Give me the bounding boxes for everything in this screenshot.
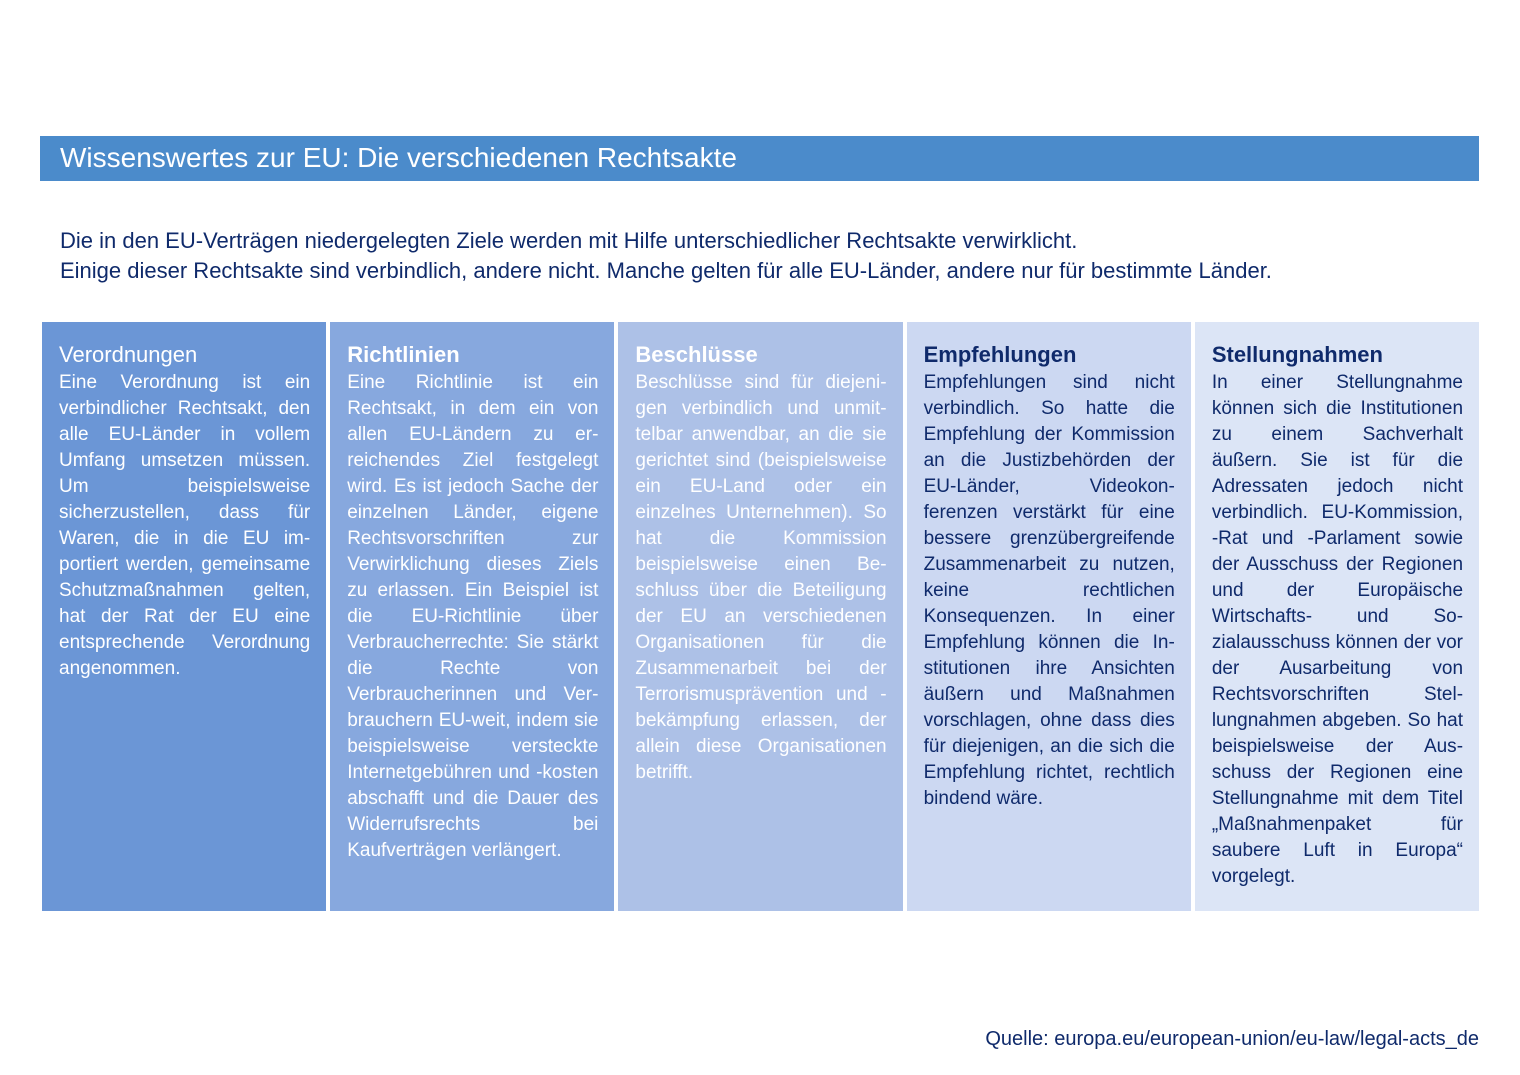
column-verordnungen xyxy=(42,322,326,911)
column-heading: Stellungnahmen xyxy=(1211,342,1383,367)
column-text: In einer Stellungnahme können sich die Institutionen zu einem Sachverhalt äußern. Sie ist für die Adressaten jedoch nicht verbindlich. EU-Kommission, -Rat und -Parlament sowie der Ausschuss der Regionen und der Europäische Wirtschafts- und Sozialausschuss können der vor der Ausarbeitung von Rechtsvorschriften Stellungnahmen abgeben. So hat beispielsweise der Ausschuss der Regionen eine Stellungnahme mit dem Titel „Maßnahmenpaket für saubere Luft in Europa“ vorgelegt. xyxy=(1211,372,1464,887)
column-heading: Beschlüsse xyxy=(635,342,758,367)
intro-line-2: Einige dieser Rechtsakte sind verbindlich, andere nicht. Manche gelten für alle EU-Länder, andere nur für bestimmte Länder. xyxy=(60,258,1272,283)
column-text: Empfehlungen sind nicht verbindlich. So hatte die Empfehlung der Kommission an die Justizbehörden der EU-Länder, Videokonferenzen verstärkt für eine bessere grenzübergreifende Zusammenarbeit zu nutzen, keine rechtlichen Konsequenzen. In einer Empfehlung können die Institutionen ihre Ansichten äußern und Maßnahmen vorschlagen, ohne dass dies für diejenigen, an die sich die Empfehlung richtet, rechtlich bindend wäre. xyxy=(923,372,1175,809)
legal-acts-columns xyxy=(42,322,1479,911)
source-citation: Quelle: europa.eu/european-union/eu-law/legal-acts_de xyxy=(985,1028,1479,1050)
column-beschluesse xyxy=(618,322,902,911)
column-stellungnahmen xyxy=(1195,322,1479,911)
column-heading: Richtlinien xyxy=(347,342,460,367)
column-richtlinien xyxy=(330,322,614,911)
intro-line-1: Die in den EU-Verträgen niedergelegten Ziele werden mit Hilfe unterschiedlicher Rechtsakte verwirklicht. xyxy=(60,228,1078,253)
column-text: Eine Richtlinie ist ein Rechtsakt, in dem ein von allen EU-Ländern zu erreichendes Ziel festgelegt wird. Es ist jedoch Sache der einzelnen Länder, eigene Rechtsvorschriften zur Verwirklichung dieses Ziels zu erlassen. Ein Beispiel ist die EU-Richtlinie über Verbraucherrechte: Sie stärkt die Rechte von Verbraucherinnen und Verbrauchern EU-weit, indem sie beispielsweise versteckte Internetgebühren und -kosten abschafft und die Dauer des Widerrufsrechts bei Kaufverträgen verlängert. xyxy=(347,372,599,861)
title-bar xyxy=(40,136,1479,181)
page-title: Wissenswertes zur EU: Die verschiedenen Rechtsakte xyxy=(60,141,737,173)
column-text: Eine Verordnung ist ein verbindlicher Rechtsakt, den alle EU-Länder in vollem Umfang umsetzen müssen. Um beispielsweise sicherzustellen, dass für Waren, die in die EU im-portiert werden, gemeinsame Schutzmaßnahmen gelten, hat der Rat der EU eine entsprechende Verordnung angenommen. xyxy=(59,372,311,679)
column-empfehlungen xyxy=(907,322,1191,911)
column-text: Beschlüsse sind für diejenigen verbindlich und unmittelbar anwendbar, an die sie gerichtet sind (beispielsweise ein EU-Land oder ein einzelnes Unternehmen). So hat die Kommission beispielsweise einen Beschluss über die Beteiligung der EU an verschiedenen Organisationen für die Zusammenarbeit bei der Terrorismusprävention und -bekämpfung erlassen, der allein diese Organisationen betrifft. xyxy=(635,372,887,783)
intro-text xyxy=(60,226,1480,286)
column-heading: Verordnungen xyxy=(59,342,198,367)
column-heading: Empfehlungen xyxy=(923,342,1077,367)
